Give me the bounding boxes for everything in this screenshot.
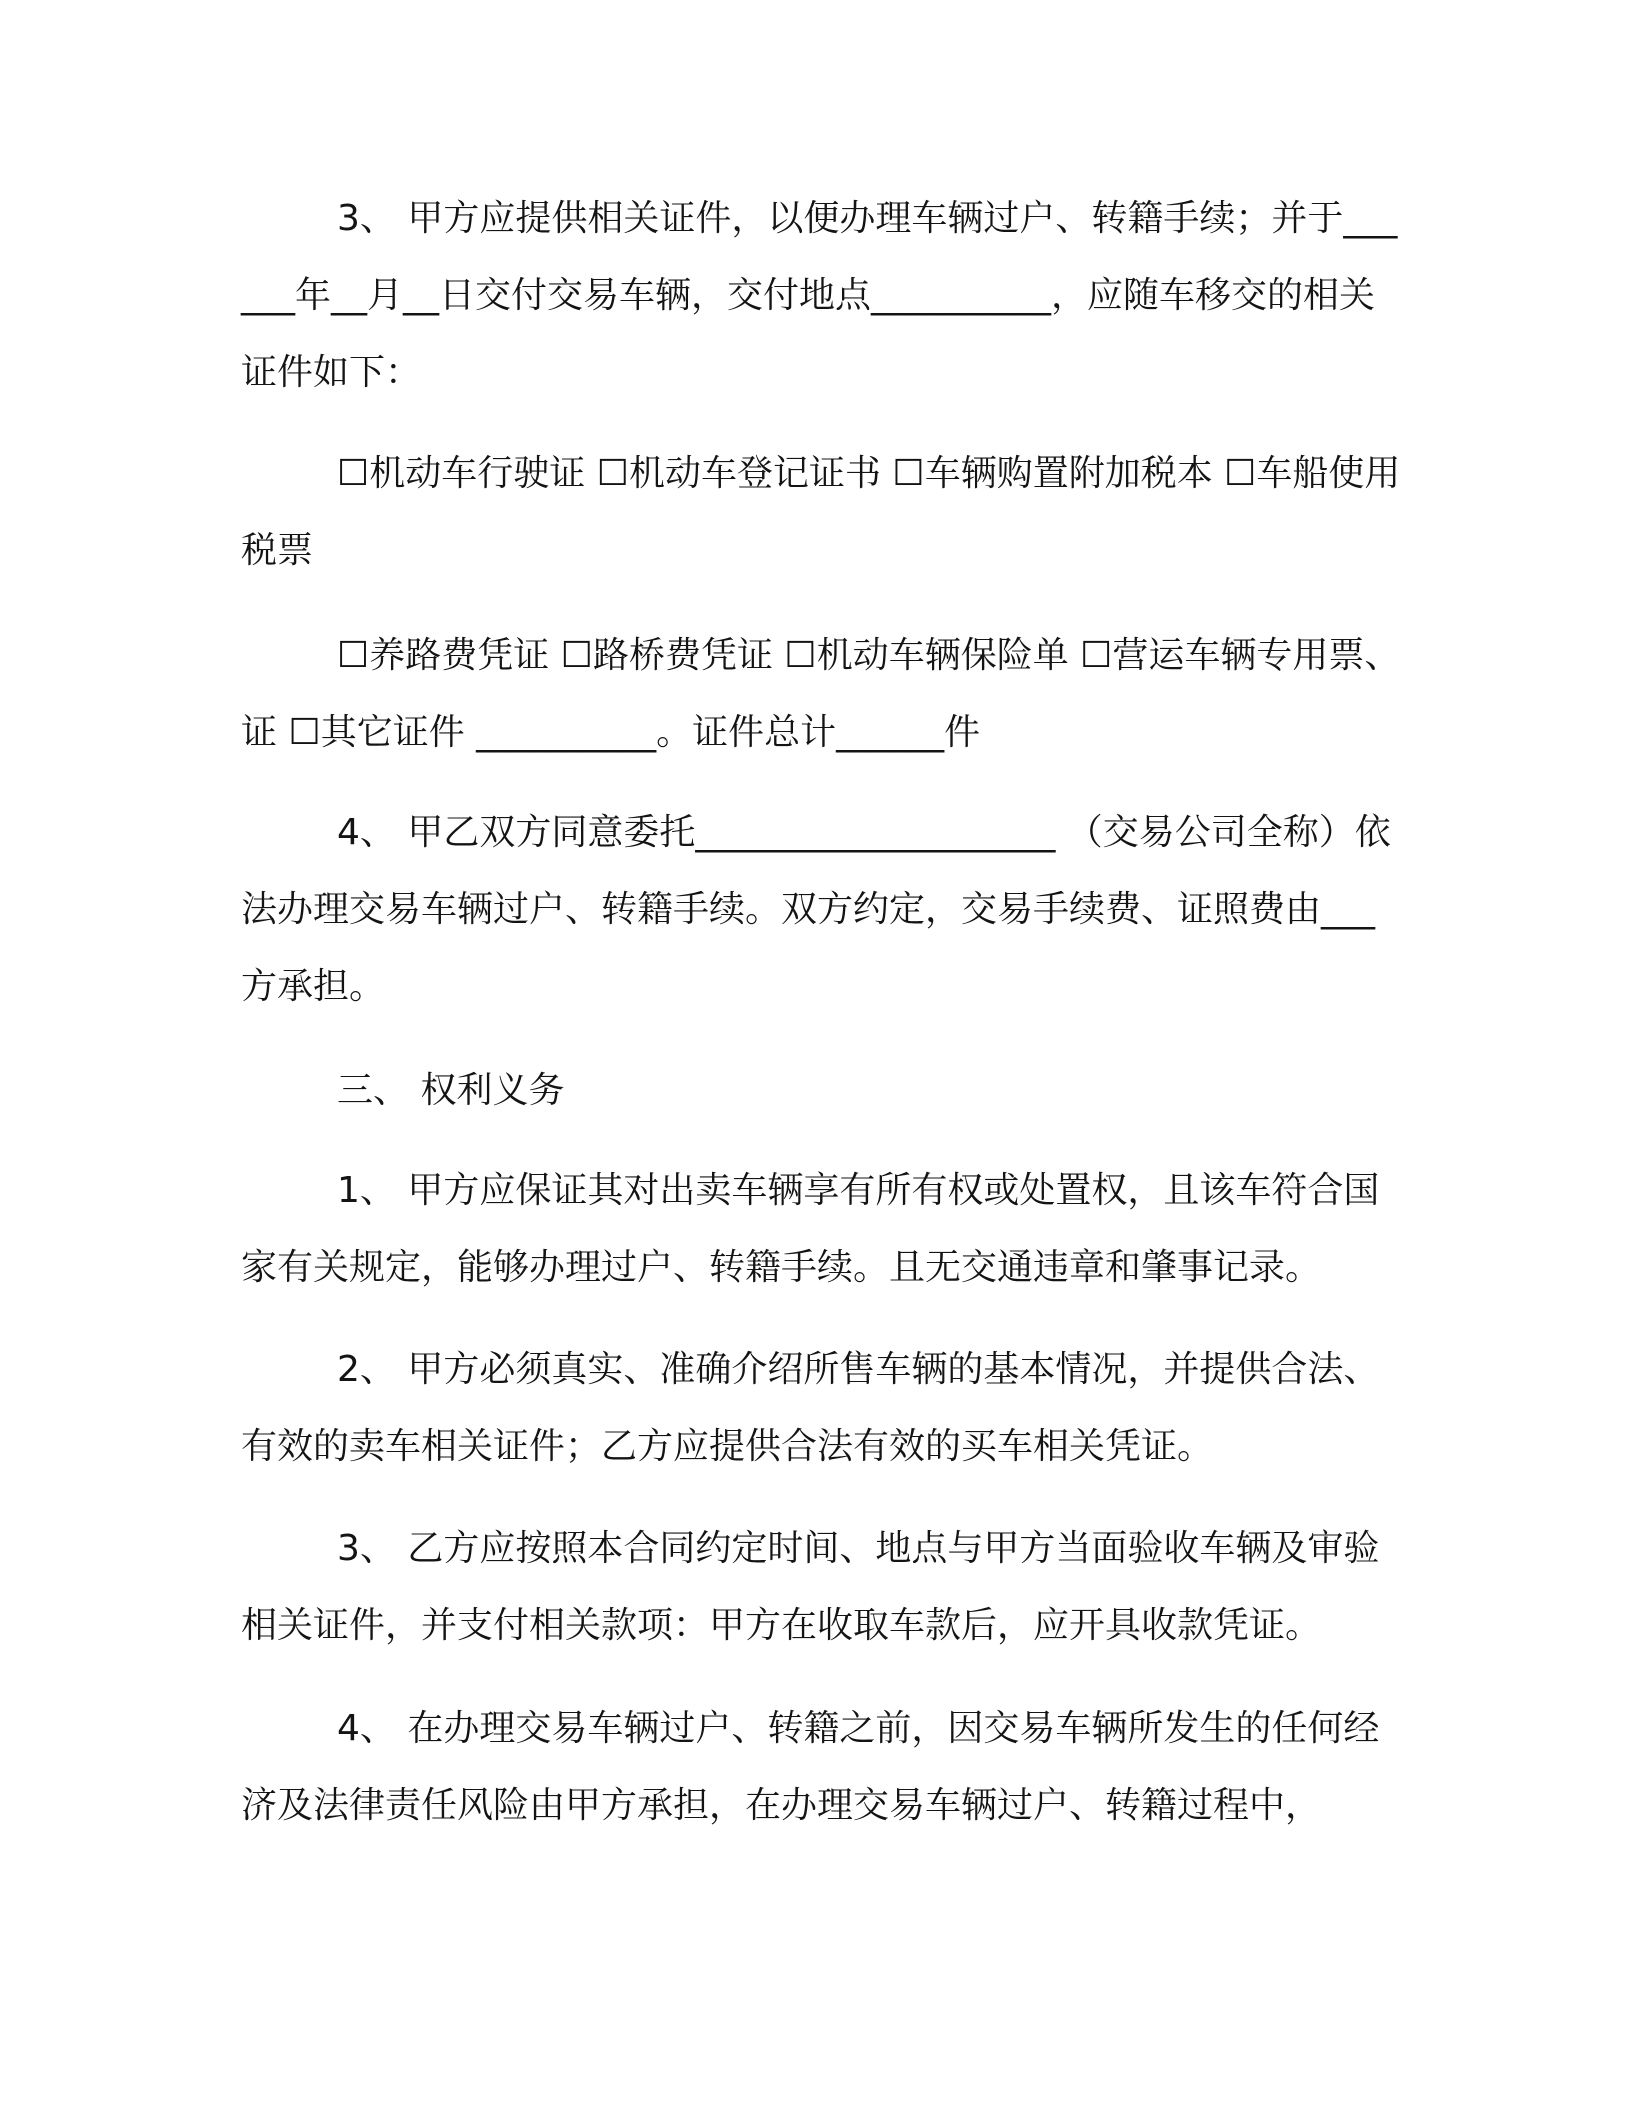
obligation-3: 3、 乙方应按照本合同约定时间、地点与甲方当面验收车辆及审验相关证件，并支付相关款项：甲方在收取车款后，应开具收款凭证。 (241, 1528, 1380, 1646)
obligation-1: 1、 甲方应保证其对出卖车辆享有所有权或处置权，且该车符合国家有关规定，能够办理过户、转籍手续。且无交通违章和肇事记录。 (241, 1170, 1380, 1288)
clause-4-entrust: 4、 甲乙双方同意委托____________________ （交易公司全称）依法办理交易车辆过户、转籍手续。双方约定，交易手续费、证照费由___方承担。 (241, 812, 1391, 1007)
clause-3-delivery: 3、 甲方应提供相关证件，以便办理车辆过户、转籍手续；并于______年__月__日交付交易车辆，交付地点__________，应随车移交的相关证件如下： (241, 198, 1398, 393)
obligation-2: 2、 甲方必须真实、准确介绍所售车辆的基本情况，并提供合法、有效的卖车相关证件；乙方应提供合法有效的买车相关凭证。 (241, 1349, 1380, 1467)
section-heading-rights-obligations: 三、 权利义务 (337, 1070, 565, 1111)
documents-checklist-line-1: ☐机动车行驶证 ☐机动车登记证书 ☐车辆购置附加税本 ☐车船使用税票 (241, 453, 1401, 571)
documents-checklist-line-2: ☐养路费凭证 ☐路桥费凭证 ☐机动车辆保险单 ☐营运车辆专用票、证 ☐其它证件 __________。证件总计______件 (241, 635, 1401, 753)
obligation-4: 4、 在办理交易车辆过户、转籍之前，因交易车辆所发生的任何经济及法律责任风险由甲方承担，在办理交易车辆过户、转籍过程中， (241, 1708, 1380, 1826)
